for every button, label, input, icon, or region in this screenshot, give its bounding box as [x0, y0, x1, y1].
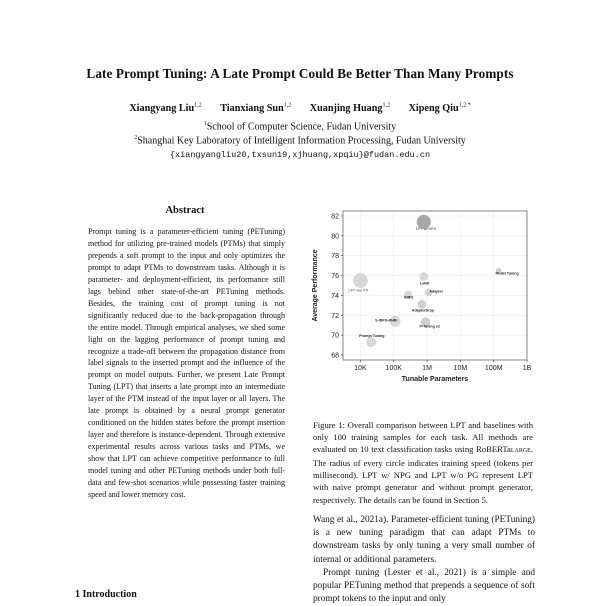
y-tick-label: 80: [331, 233, 339, 241]
point-label: LoRA: [419, 281, 430, 286]
affiliation: $^1$School of Computer Science, Fudan University: [203, 121, 397, 133]
x-axis-label: Tunable Parameters: [401, 376, 469, 383]
data-point: [420, 273, 428, 281]
abstract-text: Prompt tuning is a parameter-efficient tuning (PETuning) method for utilizing pre-trained models (PTMs) that simply prepends a soft prompt to the input and only optimizes the prompt to adapt PTMs to downstream tasks. Although it is parameter- and deployment-efficient, its performance still lags behind other state-of-the-art PETuning methods. Besides, the training cost of prompt tuning is not significantly reduced due to the back-propagation through the entire model. Through empirical analyses, we shed some light on the lagging performance of prompt tuning and recognize a trade-off between the propagation distance from label signals to the inserted prompt and the influence of the prompt on model outputs. Further, we present Late Prompt Tuning (LPT) that inserts a late prompt into an intermediate layer of the PTM instead of the input layer or all layers. The late prompt is obtained by a neural prompt generator conditioned on the hidden states before the prompt insertion layer and therefore is instance-dependent. Through extensive experimental results across various tasks and PTMs, we show that LPT can achieve competitive performance to full model tuning and other PETuning methods under both full-data and few-shot scenarios while possessing faster training speed and lower memory cost.: [88, 227, 285, 499]
point-label: Adapter: [429, 289, 444, 294]
paper-title: Late Prompt Tuning: A Late Prompt Could Be Better Than Many Prompts: [86, 66, 514, 81]
point-label: Prompt Tuning: [359, 334, 385, 339]
affiliation: $^2$Shanghai Key Laboratory of Intelligent Information Processing, Fudan University: [134, 135, 466, 147]
author-emails: {xiangyangliu20,txsun19,xjhuang,xpqiu}@fudan.edu.cn: [169, 150, 431, 160]
y-tick-label: 74: [331, 292, 339, 300]
scatter-chart: [305, 205, 535, 390]
y-tick-label: 72: [331, 312, 339, 320]
y-tick-label: 78: [331, 253, 339, 261]
y-tick-label: 68: [331, 352, 339, 360]
y-tick-label: 70: [331, 332, 339, 340]
data-point: [353, 274, 367, 288]
point-label: LPT w/o PG: [348, 288, 369, 293]
section-heading: 1 Introduction: [75, 589, 137, 600]
y-tick-label: 82: [331, 213, 339, 221]
data-point: [367, 338, 376, 347]
x-tick-label: 1M: [422, 365, 432, 372]
point-label: Model Tuning: [495, 271, 519, 276]
point-label: P-Tuning v2: [419, 324, 440, 329]
author: Xiangyang Liu$^{1,2}$: [129, 103, 202, 115]
data-point: [418, 300, 426, 308]
x-tick-label: 100K: [385, 365, 402, 372]
y-axis-label: Average Performance: [312, 249, 319, 322]
point-label: LPT w/ NPG: [415, 226, 437, 231]
paragraph: Wang et al., 2021a). Parameter-efficient tuning (PETuning) is a new tuning paradigm that can adapt PTMs to downstream tasks by only tuning a very small number of internal or additional parameters.: [313, 515, 535, 565]
y-tick-label: 76: [331, 273, 339, 281]
abstract-heading: Abstract: [165, 205, 205, 216]
author-list: [0, 103, 600, 114]
point-label: AdapterDrop: [411, 308, 434, 313]
author: Tianxiang Sun$^{1,2}$: [220, 103, 292, 115]
body-text: [313, 514, 535, 606]
author: Xipeng Qiu$^{1,2 *}$: [408, 103, 471, 115]
x-tick-label: 10M: [453, 365, 468, 372]
paragraph: Prompt tuning (Lester et al., 2021) is a simple and popular PETuning method that prepends a sequence of soft prompt tokens to the input and only: [313, 567, 535, 605]
x-tick-label: 100M: [484, 365, 503, 372]
x-tick-label: 1B: [522, 365, 532, 372]
point-label: S-IDPG-PHM: [375, 318, 397, 323]
point-label: BitFit: [404, 295, 414, 300]
author: Xuanjing Huang$^{1,2}$: [309, 103, 391, 115]
x-tick-label: 10K: [354, 365, 367, 372]
figure-caption: Figure 1: Overall comparison between LPT and baselines with only 100 training samples for each task. All methods are evaluated on 10 text classification tasks using RoBERTaLARGE. The radius of every circle indicates training speed (tokens per millisecond). LPT w/ NPG and LPT w/o PG represent LPT with naive prompt generator and without prompt generator, respectively. The details can be found in Section 5.: [313, 420, 533, 505]
